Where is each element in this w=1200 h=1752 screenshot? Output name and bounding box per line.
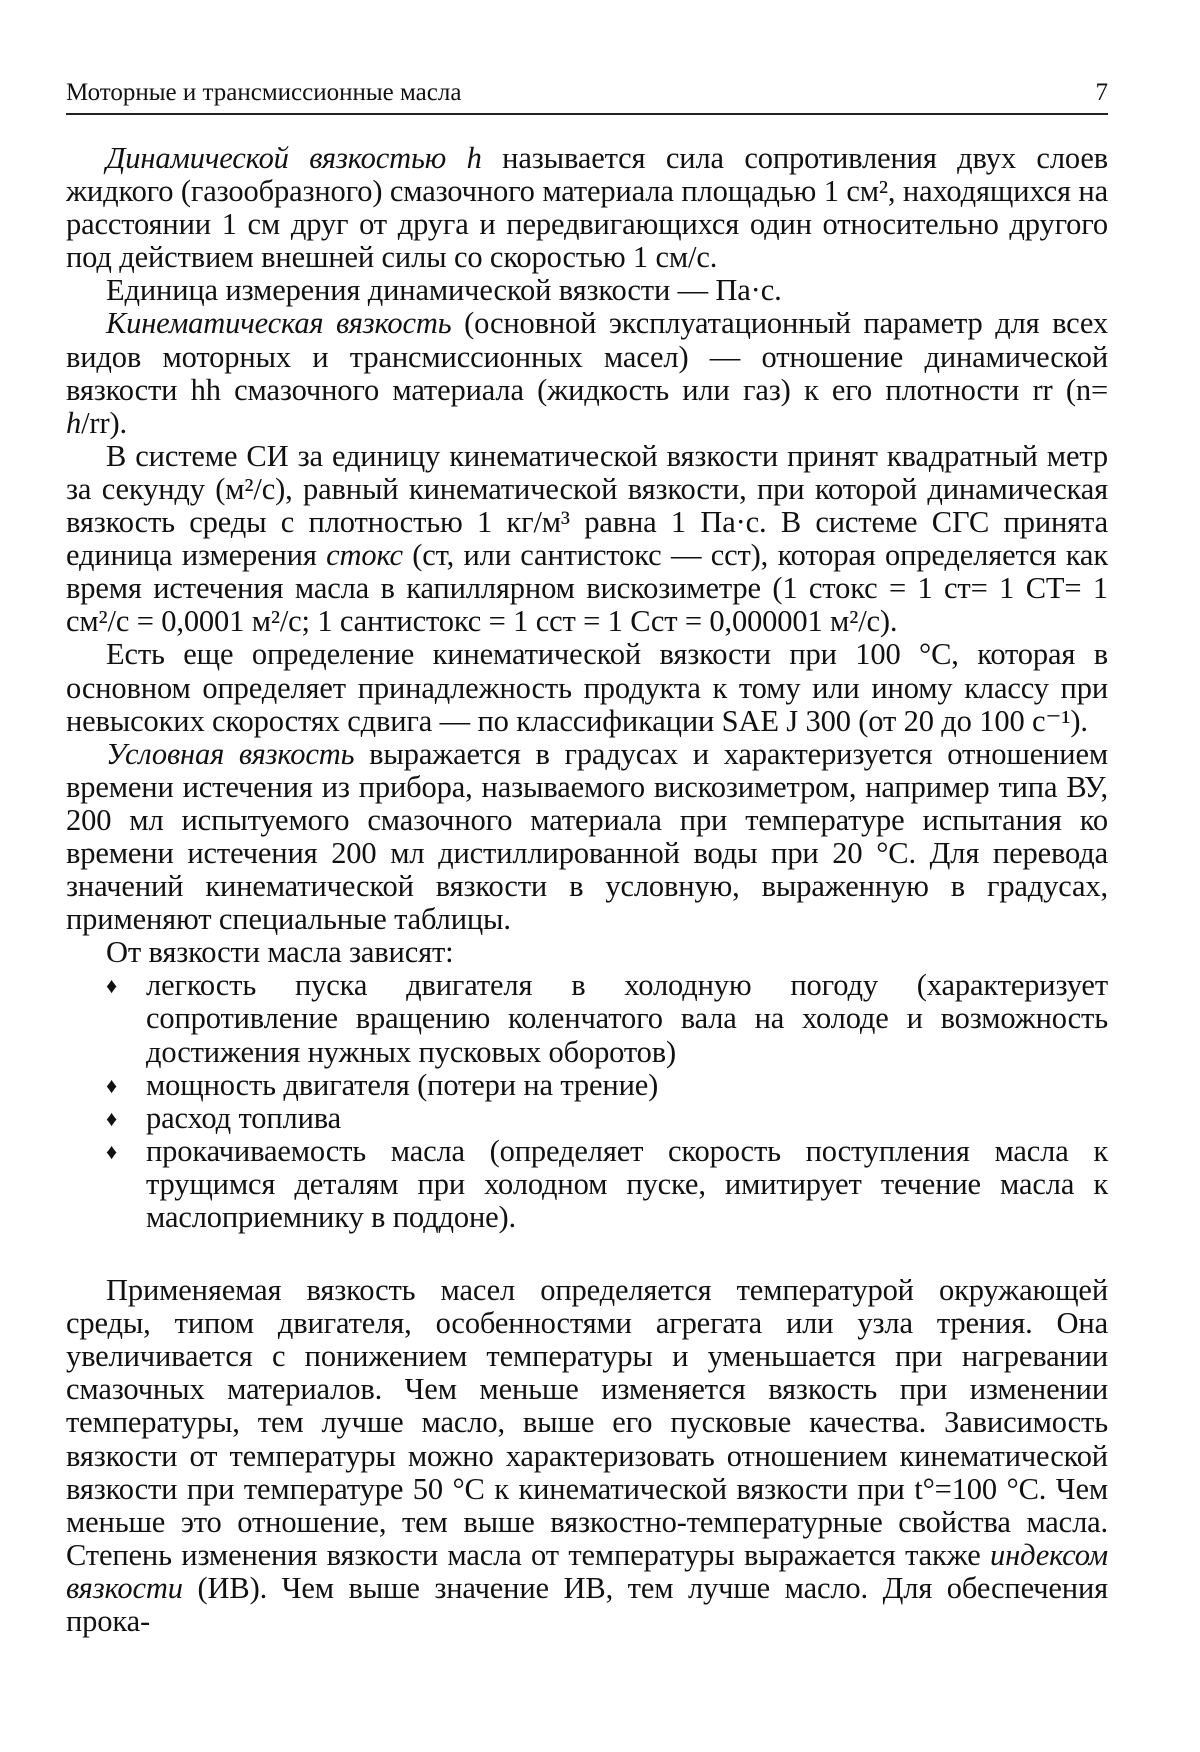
page-number: 7 (1095, 79, 1108, 106)
paragraph-text-after: (ИВ). Чем выше значение ИВ, тем лучше масло. Для обеспечения прока- (66, 1570, 1108, 1639)
paragraph-applied-viscosity (66, 1274, 1108, 1638)
paragraph-text: От вязкости масла зависят: (106, 935, 454, 970)
paragraph-text: Есть еще определение кинематической вязкости при 100 °С, которая в основном определяет принадлежность продукта к тому или иному классу при невысоких скоростях сдвига — по классификации SAE J 300 (от 20 до 100 с⁻¹). (66, 637, 1108, 738)
paragraph-kinematic-viscosity (66, 307, 1108, 439)
bullet-list (66, 969, 1108, 1234)
list-item-text: расход топлива (146, 1100, 342, 1135)
paragraph-text: (основной эксплуатационный параметр для всех видов моторных и трансмиссионных масел) — отношение динамической вязкости hh смазочного материала (жидкость или газ) к его плотности rr (n= (66, 306, 1108, 407)
paragraph-text: Применяемая вязкость масел определяется температурой окружающей среды, типом двигателя, особенностями агрегата или узла трения. Она увеличивается с понижением температуры и уменьшается при нагревании смазочных материалов. Чем меньше изменяется вязкость при изменении температуры, тем лучше масло, выше его пусковые качества. Зависимость вязкости от температуры можно характеризовать отношением кинематической вязкости при температуре 50 °С к кинематической вязкости при t°=100 °С. Чем меньше это отношение, тем выше вязкостно-температурные свойства масла. Степень изменения вязкости масла от температуры выражается также (66, 1273, 1108, 1572)
paragraph-text: Единица измерения динамической вязкости — Па·с. (106, 273, 782, 308)
paragraph-text: называется сила сопротивления двух слоев жидкого (газообразного) смазочного материала площадью 1 см², находящихся на расстоянии 1 см друг от друга и передвигающихся один относительно другого под действием внешней силы со скоростью 1 см/с. (66, 141, 1108, 275)
list-item (66, 1135, 1108, 1234)
paragraph-si-units (66, 440, 1108, 639)
paragraph-text-after: (ст, или сантистокс — сст), которая определяется как время истечения масла в капиллярном вискозиметре (1 стокс = 1 ст= 1 СТ= 1 см²/с = 0,0001 м²/с; 1 сантистокс = 1 сст = 1 Сст = 0,000001 м²/с). (66, 538, 1108, 639)
term-kinematic-viscosity: Кинематическая вязкость (106, 306, 452, 341)
body-text (66, 142, 1108, 1638)
paragraph-dynamic-viscosity (66, 142, 1108, 274)
diamond-bullet-icon: ♦ (106, 973, 118, 999)
list-item (66, 1102, 1108, 1135)
paragraph-text: выражается в градусах и характеризуется отношением времени истечения из прибора, называемого вискозиметром, например типа ВУ, 200 мл испытуемого смазочного материала при температуре испытания ко времени истечения 200 мл дистиллированной воды при 20 °С. Для перевода значений кинематической вязкости в условную, выраженную в градусах, применяют специальные таблицы. (66, 736, 1108, 937)
diamond-bullet-icon: ♦ (106, 1072, 118, 1098)
diamond-bullet-icon: ♦ (106, 1105, 118, 1131)
paragraph-text: В системе СИ за единицу кинематической вязкости принят квадратный метр за секунду (м²/с), равный кинематической вязкости, при которой динамическая вязкость среды с плотностью 1 кг/м³ равна 1 Па·с. В системе СГС принята единица измерения (66, 438, 1108, 573)
list-item-text: легкость пуска двигателя в холодную погоду (характеризует сопротивление вращению коленчатого вала на холоде и возможность достижения нужных пусковых оборотов) (146, 968, 1108, 1069)
term-conditional-viscosity: Условная вязкость (106, 736, 355, 771)
paragraph-depends-intro (66, 936, 1108, 969)
list-item (66, 1069, 1108, 1102)
paragraph-unit (66, 274, 1108, 307)
header-rule (66, 113, 1108, 115)
list-item (66, 969, 1108, 1068)
paragraph-sae (66, 638, 1108, 737)
formula-h: h (66, 405, 82, 440)
paragraph-text-after: /rr). (81, 405, 127, 440)
term-stokes: стокс (326, 538, 403, 573)
paragraph-conditional-viscosity (66, 738, 1108, 937)
term-viscosity-index: индексом вязкости (66, 1537, 1108, 1605)
running-head (66, 78, 1108, 108)
running-title: Моторные и трансмиссионные масла (66, 79, 462, 106)
list-item-text: мощность двигателя (потери на трение) (146, 1067, 659, 1102)
term-dynamic-viscosity: Динамической вязкостью h (106, 141, 482, 175)
diamond-bullet-icon: ♦ (106, 1138, 118, 1164)
list-item-text: прокачиваемость масла (определяет скорость поступления масла к трущимся деталям при холодном пуске, имитирует течение масла к маслоприемнику в поддоне). (146, 1133, 1108, 1234)
